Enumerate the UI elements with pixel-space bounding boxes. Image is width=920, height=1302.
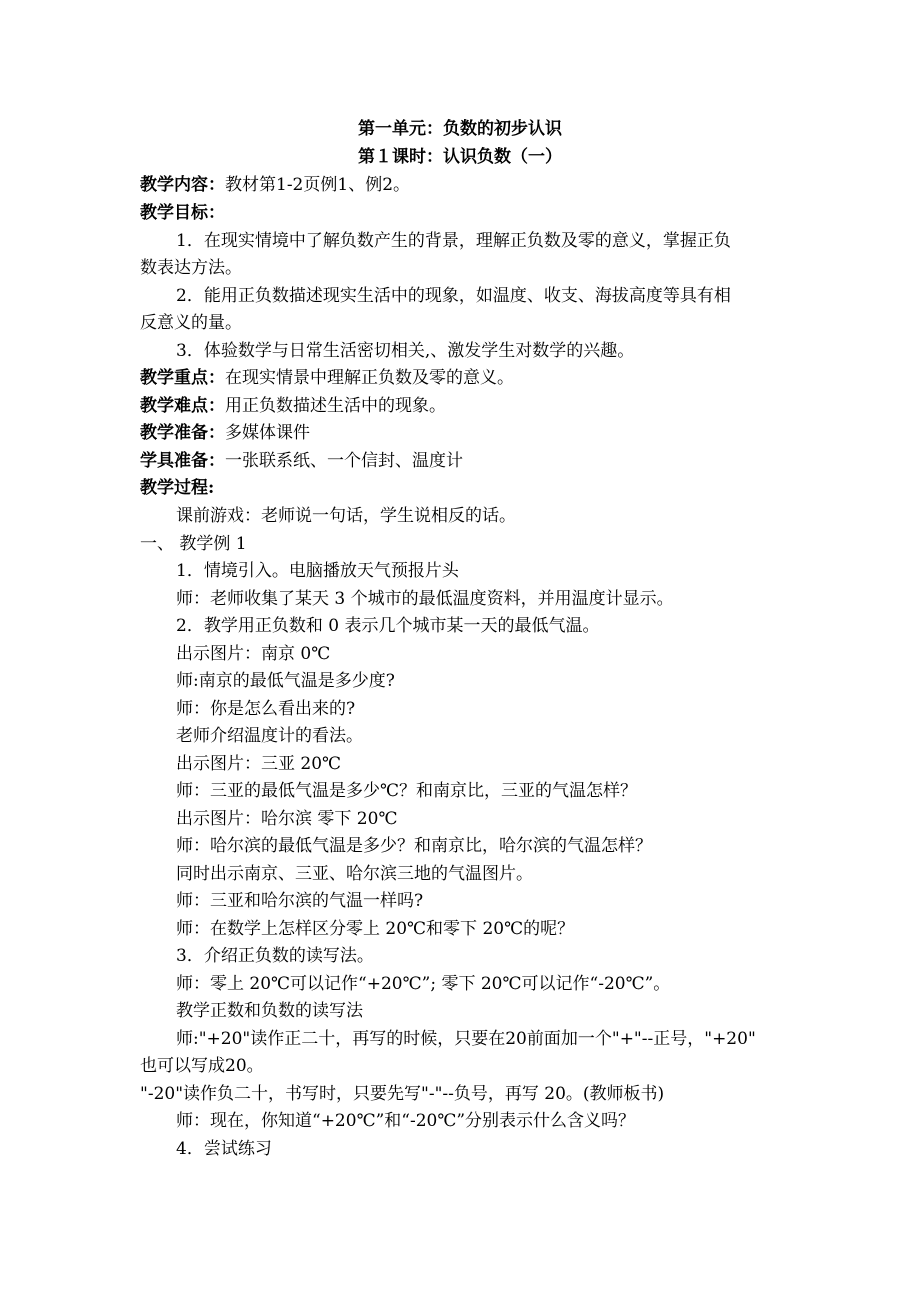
process-line: 也可以写成20。 bbox=[140, 1056, 264, 1076]
student-preparation bbox=[140, 449, 463, 473]
lesson-title: 第１课时：认识负数（一） bbox=[358, 147, 562, 167]
student-preparation-text: 一张联系纸、一个信封、温度计 bbox=[225, 451, 463, 471]
process-line: 出示图片：南京 0℃ bbox=[176, 644, 331, 664]
process-line: 1．情境引入。电脑播放天气预报片头 bbox=[176, 561, 459, 581]
process-line: 出示图片：三亚 20℃ bbox=[176, 754, 342, 774]
process-line: 师：老师收集了某天 3 个城市的最低温度资料，并用温度计显示。 bbox=[176, 589, 674, 609]
process-line: 教学正数和负数的读写法 bbox=[176, 1001, 363, 1021]
preparation-label: 教学准备： bbox=[140, 423, 225, 443]
process-label: 教学过程: bbox=[140, 478, 215, 498]
objective-3: 3．体验数学与日常生活密切相关,、激发学生对数学的兴趣。 bbox=[176, 341, 635, 361]
teaching-content-text: 教材第1-2页例1、例2。 bbox=[225, 175, 411, 195]
objective-2-line-2: 反意义的量。 bbox=[140, 313, 242, 333]
preparation bbox=[140, 421, 310, 445]
process-line: 师：你是怎么看出来的? bbox=[176, 699, 356, 719]
objective-1-line-1: 1．在现实情境中了解负数产生的背景，理解正负数及零的意义，掌握正负 bbox=[176, 231, 731, 251]
process-line: "-20"读作负二十，书写时，只要先写"-"--负号，再写 20。(教师板书) bbox=[140, 1084, 665, 1104]
key-point-text: 在现实情景中理解正负数及零的意义。 bbox=[225, 368, 514, 388]
unit-title: 第一单元：负数的初步认识 bbox=[358, 119, 562, 139]
key-point bbox=[140, 366, 514, 390]
section-heading: 一、 教学例 1 bbox=[140, 534, 247, 554]
process-line: 师:"+20"读作正二十，再写的时候，只要在20前面加一个"+"--正号，"+20" bbox=[176, 1029, 756, 1049]
process-line: 师：哈尔滨的最低气温是多少？和南京比，哈尔滨的气温怎样？ bbox=[176, 836, 652, 856]
teaching-content bbox=[140, 173, 410, 197]
difficulty-label: 教学难点： bbox=[140, 396, 225, 416]
process-line: 师：三亚和哈尔滨的气温一样吗? bbox=[176, 891, 424, 911]
process-line: 课前游戏：老师说一句话，学生说相反的话。 bbox=[176, 506, 516, 526]
preparation-text: 多媒体课件 bbox=[225, 423, 310, 443]
process-line: 4．尝试练习 bbox=[176, 1139, 272, 1159]
objective-1-line-2: 数表达方法。 bbox=[140, 258, 242, 278]
objectives-label: 教学目标： bbox=[140, 203, 225, 223]
objective-2-line-1: 2．能用正负数描述现实生活中的现象，如温度、收支、海拔高度等具有相 bbox=[176, 286, 731, 306]
difficulty bbox=[140, 394, 446, 418]
process-line: 3．介绍正负数的读写法。 bbox=[176, 946, 374, 966]
process-line: 师：零上 20℃可以记作“+20℃”; 零下 20℃可以记作“-20℃”。 bbox=[176, 974, 671, 994]
process-line: 师：三亚的最低气温是多少℃？和南京比，三亚的气温怎样？ bbox=[176, 781, 638, 801]
difficulty-text: 用正负数描述生活中的现象。 bbox=[225, 396, 446, 416]
process-line: 师：现在，你知道“+20℃”和“-20℃”分别表示什么含义吗？ bbox=[176, 1111, 636, 1131]
process-line: 出示图片：哈尔滨 零下 20℃ bbox=[176, 809, 398, 829]
key-point-label: 教学重点： bbox=[140, 368, 225, 388]
teaching-content-label: 教学内容： bbox=[140, 175, 225, 195]
process-line: 2．教学用正负数和 0 表示几个城市某一天的最低气温。 bbox=[176, 616, 600, 636]
process-line: 师：在数学上怎样区分零上 20℃和零下 20℃的呢？ bbox=[176, 919, 575, 939]
process-line: 老师介绍温度计的看法。 bbox=[176, 726, 363, 746]
student-preparation-label: 学具准备： bbox=[140, 451, 225, 471]
process-line: 同时出示南京、三亚、哈尔滨三地的气温图片。 bbox=[176, 864, 533, 884]
process-line: 师:南京的最低气温是多少度? bbox=[176, 671, 395, 691]
